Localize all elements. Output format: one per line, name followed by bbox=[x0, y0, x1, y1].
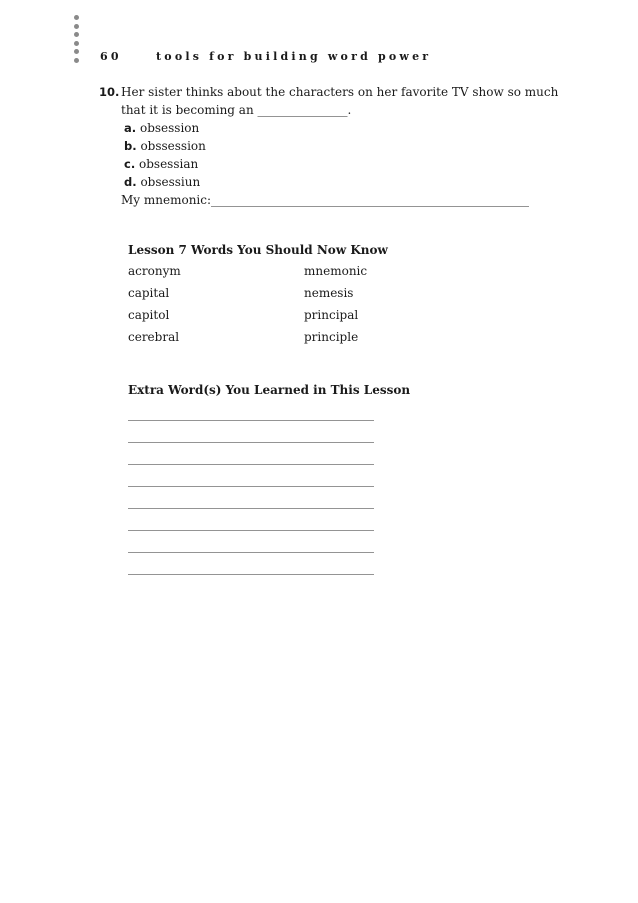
option-text: obsessiun bbox=[140, 175, 201, 189]
blank-line[interactable]: _________________________________________ bbox=[128, 495, 374, 509]
option-a[interactable] bbox=[124, 119, 559, 137]
lesson-words-title: Lesson 7 Words You Should Now Know bbox=[128, 243, 388, 257]
dot-icon bbox=[74, 41, 79, 46]
extra-words-lines bbox=[128, 403, 410, 579]
question-stem-line-2: that it is becoming an _______________. bbox=[121, 103, 352, 117]
word-item: cerebral bbox=[128, 330, 180, 344]
word-item: mnemonic bbox=[304, 264, 368, 278]
blank-line[interactable]: _________________________________________ bbox=[128, 473, 374, 487]
option-text: obsessian bbox=[139, 157, 199, 171]
dot-icon bbox=[74, 49, 79, 54]
blank-line[interactable]: _________________________________________ bbox=[128, 561, 374, 575]
word-item: principal bbox=[304, 308, 359, 322]
page-number: 60 bbox=[100, 50, 122, 63]
blank-line[interactable]: _________________________________________ bbox=[128, 429, 374, 443]
question-number: 10. bbox=[99, 85, 120, 99]
dot-icon bbox=[74, 15, 79, 20]
option-letter: c. bbox=[124, 157, 136, 171]
dot-icon bbox=[74, 32, 79, 37]
mnemonic-field[interactable]: My mnemonic:_____________________________________________________ bbox=[121, 193, 530, 207]
blank-line[interactable]: _________________________________________ bbox=[128, 407, 374, 421]
option-d[interactable] bbox=[124, 173, 559, 191]
option-text: obssession bbox=[140, 139, 206, 153]
extra-words-box bbox=[128, 383, 410, 579]
word-item: capitol bbox=[128, 308, 170, 322]
word-item: principle bbox=[304, 330, 359, 344]
page-header bbox=[100, 50, 431, 63]
blank-line[interactable]: _________________________________________ bbox=[128, 539, 374, 553]
option-b[interactable] bbox=[124, 137, 559, 155]
blank-line[interactable]: _________________________________________ bbox=[128, 517, 374, 531]
word-item: acronym bbox=[128, 264, 181, 278]
option-letter: a. bbox=[124, 121, 137, 135]
lesson-words-box bbox=[128, 243, 444, 346]
word-item: nemesis bbox=[304, 286, 354, 300]
extra-words-title: Extra Word(s) You Learned in This Lesson bbox=[128, 383, 411, 397]
word-list bbox=[128, 263, 444, 346]
option-letter: b. bbox=[124, 139, 137, 153]
option-letter: d. bbox=[124, 175, 137, 189]
blank-line[interactable]: _________________________________________ bbox=[128, 451, 374, 465]
decorative-dots bbox=[74, 15, 80, 66]
question-10 bbox=[99, 83, 559, 209]
option-text: obsession bbox=[139, 121, 200, 135]
dot-icon bbox=[74, 24, 79, 29]
running-title: tools for building word power bbox=[156, 50, 432, 63]
option-c[interactable] bbox=[124, 155, 559, 173]
dot-icon bbox=[74, 58, 79, 63]
word-item: capital bbox=[128, 286, 170, 300]
question-stem-line-1: Her sister thinks about the characters on her favorite TV show so much bbox=[121, 85, 559, 99]
